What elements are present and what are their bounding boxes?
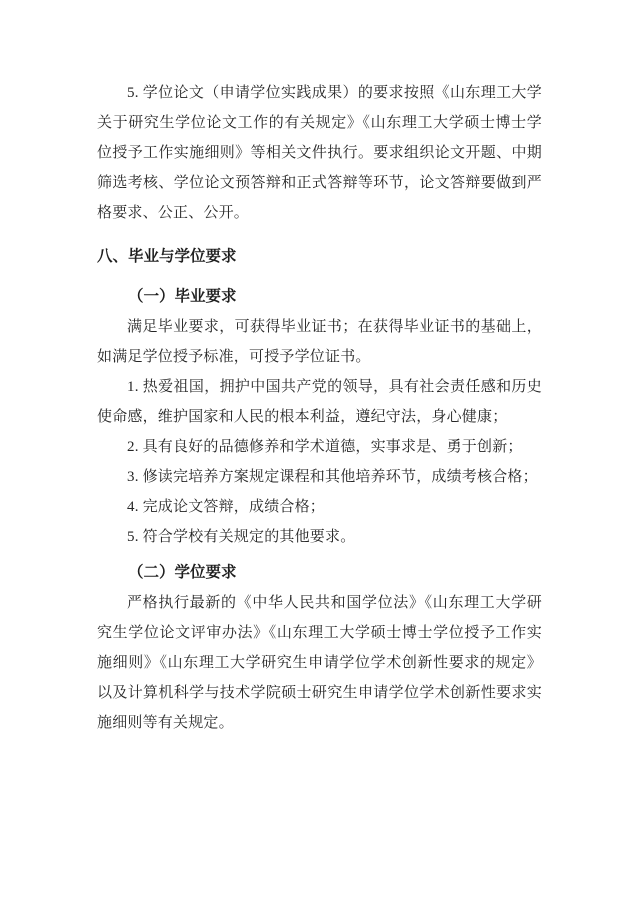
paragraph-thesis-requirements: 5. 学位论文（申请学位实践成果）的要求按照《山东理工大学关于研究生学位论文工作的有关规定》《山东理工大学硕士博士学位授予工作实施细则》等相关文件执行。要求组织论文开题、中期筛选考核、学位论文预答辩和正式答辩等环节，论文答辩要做到严格要求、公正、公开。 bbox=[97, 85, 542, 221]
requirement-item-5: 5. 符合学校有关规定的其他要求。 bbox=[127, 529, 356, 545]
section-heading-graduation-and-degree: 八、毕业与学位要求 bbox=[97, 248, 237, 265]
subsection-heading-graduation-requirements: （一）毕业要求 bbox=[128, 288, 237, 305]
requirement-item-4: 4. 完成论文答辩，成绩合格； bbox=[127, 499, 326, 515]
subsection-heading-degree-requirements: （二）学位要求 bbox=[128, 564, 237, 581]
paragraph-degree-body: 严格执行最新的《中华人民共和国学位法》《山东理工大学研究生学位论文评审办法》《山东理工大学硕士博士学位授予工作实施细则》《山东理工大学研究生申请学位学术创新性要求的规定》以及计算机科学与技术学院硕士研究生申请学位学术创新性要求实施细则等有关规定。 bbox=[97, 595, 542, 731]
requirement-item-3: 3. 修读完培养方案规定课程和其他培养环节，成绩考核合格； bbox=[127, 469, 538, 485]
paragraph-graduation-intro: 满足毕业要求，可获得毕业证书；在获得毕业证书的基础上，如满足学位授予标准，可授予学位证书。 bbox=[97, 319, 542, 365]
requirement-item-1: 1. 热爱祖国，拥护中国共产党的领导，具有社会责任感和历史使命感，维护国家和人民的根本利益，遵纪守法，身心健康； bbox=[97, 379, 542, 425]
requirement-item-2: 2. 具有良好的品德修养和学术道德，实事求是、勇于创新； bbox=[127, 439, 523, 455]
